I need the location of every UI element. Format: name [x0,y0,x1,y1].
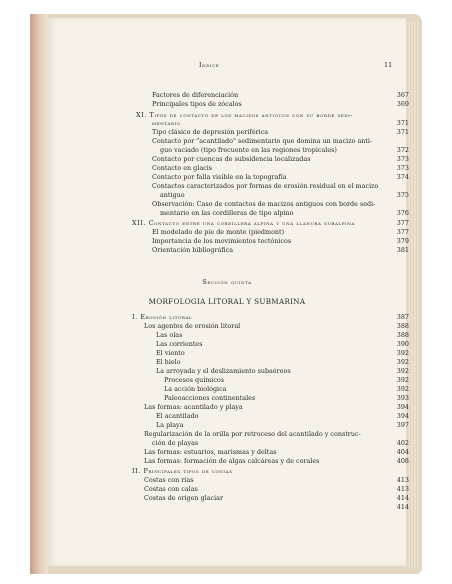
book-spine [30,14,48,574]
running-header: Indice [199,61,220,69]
book-page: Indice 11 Factores de diferenciación 367 Principales tipos de zócalos 369 XI. Tipos de contacto de los macizos antiguos con su borde sedi- mentario 371 Tipo clásico de depresión periférica 371 Contacto por "acantilado" sedimentario que domina un macizo anti- guo vaciado (tipo frecuente en las regiones tropicales) 372 Contacto por cuencas de subsidencia localizadas 373 Contacto en glacis 373 Contacto por falla visible en la topografía 374 Contactos caracterizados por formas de erosión residual en el macizo antiguo 375 Observación: Caso de contactos de macizos antiguos con borde sedi- mentario en las cordilleras de tipo alpino 376 XII. Contacto entre una cordillera alpina y una llanura subalpina 377 El modelado de pie de monte (piedmont) 377 Importancia de los movimientos tectónicos 379 Orientación bibliográfica 381 Sección quinta MORFOLOGIA LITORAL Y SUBMARINA I. Erosión litoral 387 Los agentes de erosión litoral 388 Las olas 388 Las corrientes 390 El viento 392 El hielo 392 La arroyada y el deslizamiento subaéreos 392 Procesos químicos 392 La acción biológica 392 Paleoacciones continentales 393 Las formas: acantilado y playa 394 El acantilado 394 La playa 397 Regularización de la orilla por retroceso del acantilado y construc- ción de playas 402 Las formas: estuarios, marismas y deltas 404 Las formas: formación de algas calcáreas y de corales 408 II. Principales tipos de costas Costas con rías 413 Costas con calas 413 Costas de origen glaciar 414 414 [48,18,406,566]
section-title: MORFOLOGIA LITORAL Y SUBMARINA [148,297,306,306]
header-page-number: 11 [384,61,393,69]
section-label: Sección quinta [202,278,252,286]
